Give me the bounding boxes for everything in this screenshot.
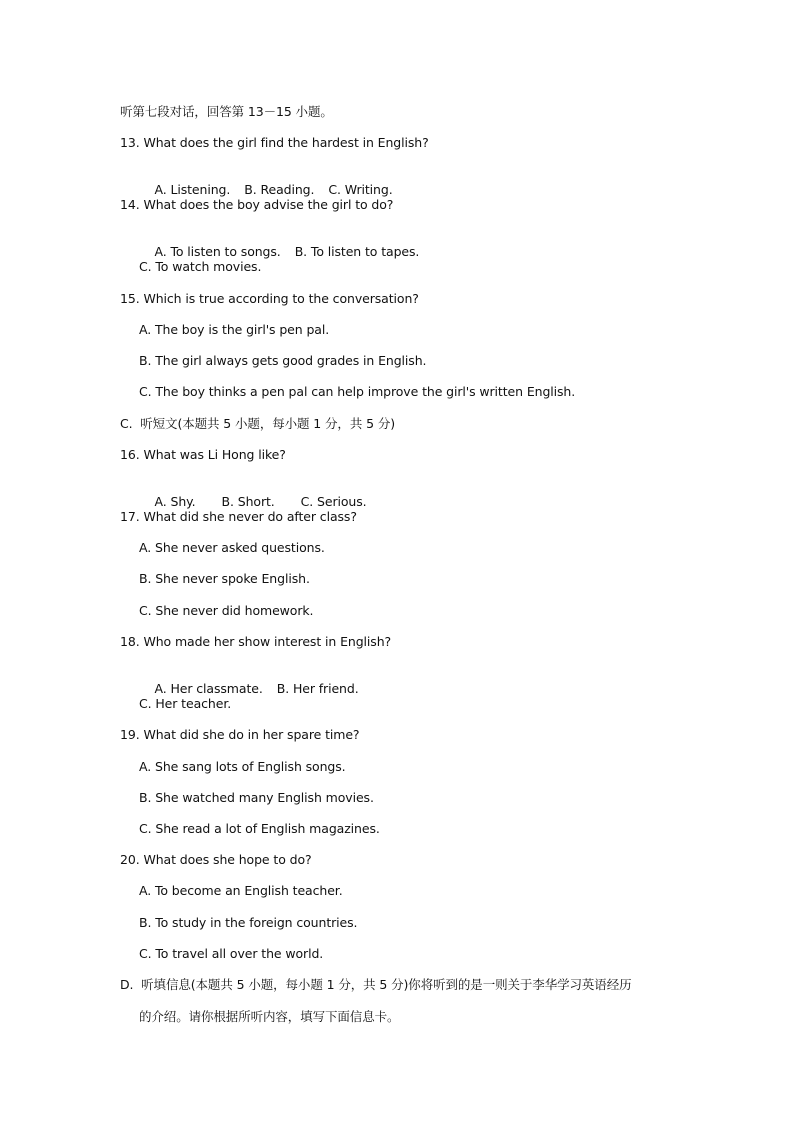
q13-option-a: A. Listening. xyxy=(154,182,231,197)
q18-option-a: A. Her classmate. xyxy=(154,681,263,696)
q14-option-c: C. To watch movies. xyxy=(139,259,262,274)
q15-option-b: B. The girl always gets good grades in English. xyxy=(139,353,427,368)
q19-option-b: B. She watched many English movies. xyxy=(139,790,374,805)
question-19: 19. What did she do in her spare time? xyxy=(120,727,360,742)
question-18: 18. Who made her show interest in English? xyxy=(120,634,392,649)
question-13: 13. What does the girl find the hardest in English? xyxy=(120,135,429,150)
question-20: 20. What does she hope to do? xyxy=(120,852,312,867)
section7-intro: 听第七段对话，回答第 13－15 小题。 xyxy=(120,104,333,119)
q15-option-c: C. The boy thinks a pen pal can help improve the girl's written English. xyxy=(139,384,576,399)
question-14: 14. What does the boy advise the girl to do? xyxy=(120,197,394,212)
question-15: 15. Which is true according to the conversation? xyxy=(120,291,419,306)
q17-option-a: A. She never asked questions. xyxy=(139,540,325,555)
q16-option-a: A. Shy. xyxy=(154,494,196,509)
q17-option-c: C. She never did homework. xyxy=(139,603,314,618)
q14-option-b: B. To listen to tapes. xyxy=(294,244,420,259)
q19-option-a: A. She sang lots of English songs. xyxy=(139,759,346,774)
q14-option-a: A. To listen to songs. xyxy=(154,244,281,259)
question-17: 17. What did she never do after class? xyxy=(120,509,357,524)
q20-option-c: C. To travel all over the world. xyxy=(139,946,324,961)
q18-option-c: C. Her teacher. xyxy=(139,696,232,711)
q19-option-c: C. She read a lot of English magazines. xyxy=(139,821,380,836)
q16-option-c: C. Serious. xyxy=(300,494,367,509)
section-c-heading: C. 听短文(本题共 5 小题，每小题 1 分，共 5 分) xyxy=(120,416,396,431)
q13-option-c: C. Writing. xyxy=(328,182,393,197)
section-d-heading-line2: 的介绍。请你根据所听内容，填写下面信息卡。 xyxy=(139,1009,400,1024)
question-16: 16. What was Li Hong like? xyxy=(120,447,286,462)
section-d-heading-line1: D. 听填信息(本题共 5 小题，每小题 1 分，共 5 分)你将听到的是一则关于李华学习英语经历 xyxy=(120,977,632,992)
q20-option-a: A. To become an English teacher. xyxy=(139,883,343,898)
q15-option-a: A. The boy is the girl's pen pal. xyxy=(139,322,330,337)
q17-option-b: B. She never spoke English. xyxy=(139,571,310,586)
q18-option-b: B. Her friend. xyxy=(276,681,359,696)
q20-option-b: B. To study in the foreign countries. xyxy=(139,915,358,930)
q16-option-b: B. Short. xyxy=(221,494,275,509)
q13-option-b: B. Reading. xyxy=(244,182,315,197)
